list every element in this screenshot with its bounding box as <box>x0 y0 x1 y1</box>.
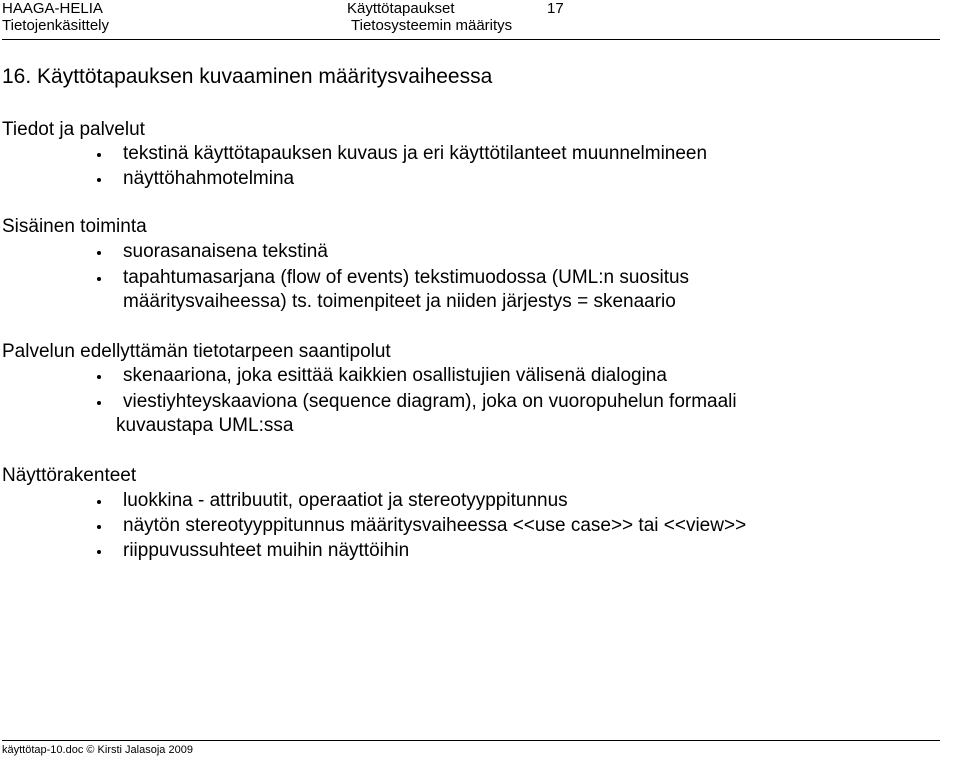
bullet-icon <box>97 550 101 554</box>
header-rule <box>2 39 940 40</box>
list-item-text: luokkina - attribuutit, operaatiot ja stereotyyppitunnus <box>123 490 568 511</box>
section-heading: Tiedot ja palvelut <box>2 119 145 140</box>
header-doc-title: Käyttötapaukset <box>347 0 455 17</box>
header-org: HAAGA-HELIA <box>2 0 103 17</box>
section-heading: Palvelun edellyttämän tietotarpeen saantipolut <box>2 341 391 362</box>
bullet-icon <box>97 153 101 157</box>
footer-rule <box>2 740 940 741</box>
list-item-text: näytön stereotyyppitunnus määritysvaiheessa <<use case>> tai <<view>> <box>123 515 747 536</box>
bullet-icon <box>97 277 101 281</box>
list-item-text: viestiyhteyskaaviona (sequence diagram), joka on vuoropuhelun formaali <box>123 391 737 412</box>
footer-text: käyttötap-10.doc © Kirsti Jalasoja 2009 <box>2 744 193 756</box>
page-title: 16. Käyttötapauksen kuvaaminen määritysvaiheessa <box>2 65 493 88</box>
list-item-text: tapahtumasarjana (flow of events) tekstimuodossa (UML:n suositus <box>123 267 690 288</box>
header-course: Tietojenkäsittely <box>2 17 109 34</box>
list-item-text: suorasanaisena tekstinä <box>123 241 328 262</box>
bullet-icon <box>97 375 101 379</box>
header-doc-subtitle: Tietosysteemin määritys <box>351 17 513 34</box>
bullet-icon <box>97 178 101 182</box>
list-item-text: riippuvussuhteet muihin näyttöihin <box>123 540 410 561</box>
list-item-text: tekstinä käyttötapauksen kuvaus ja eri käyttötilanteet muunnelmineen <box>123 143 708 164</box>
bullet-icon <box>97 500 101 504</box>
list-item-text: näyttöhahmotelmina <box>123 168 295 189</box>
section-heading: Näyttörakenteet <box>2 465 137 486</box>
bullet-icon <box>97 525 101 529</box>
list-item-text: skenaariona, joka esittää kaikkien osallistujien välisenä dialogina <box>123 365 667 386</box>
bullet-icon <box>97 401 101 405</box>
header-page-number: 17 <box>547 0 564 17</box>
bullet-icon <box>97 251 101 255</box>
section-heading: Sisäinen toiminta <box>2 216 147 237</box>
list-item-continuation: määritysvaiheessa) ts. toimenpiteet ja niiden järjestys = skenaario <box>123 291 676 312</box>
list-item-continuation: kuvaustapa UML:ssa <box>116 415 294 436</box>
